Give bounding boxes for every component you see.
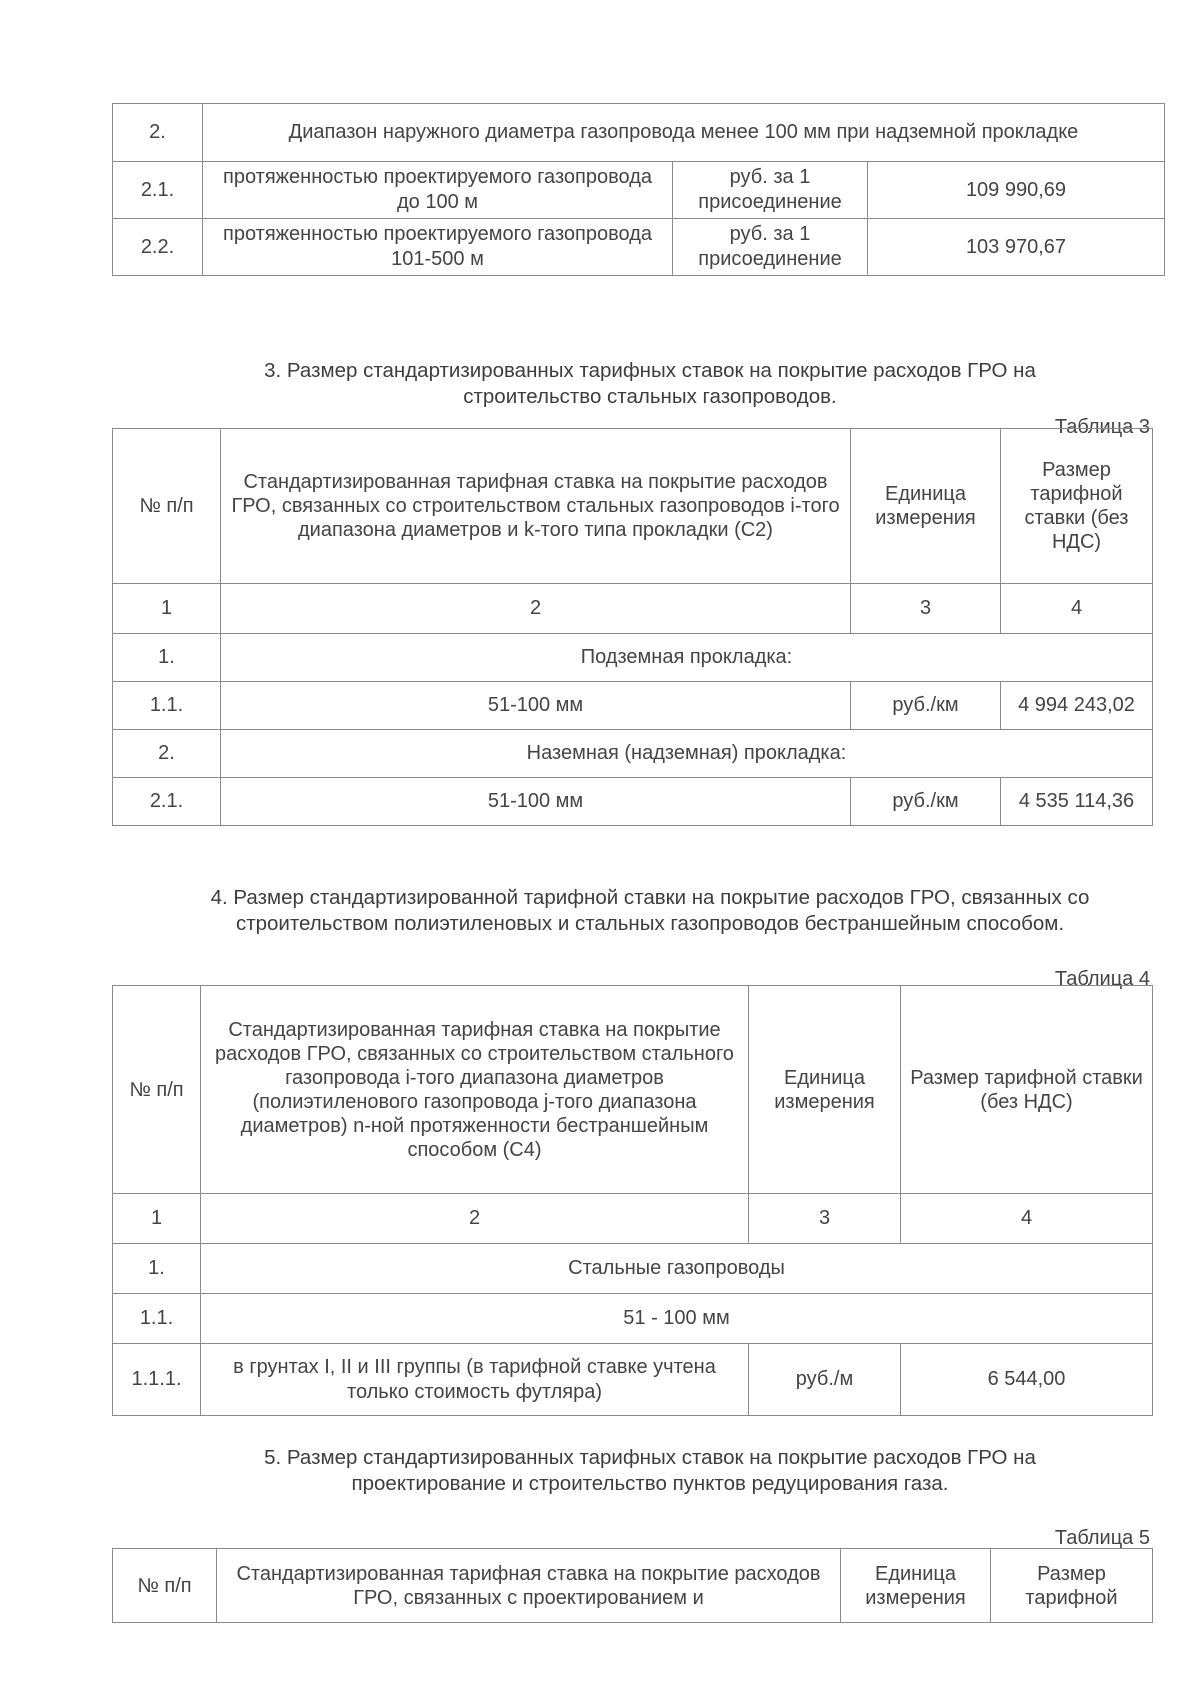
row-unit: руб./км	[851, 778, 1001, 826]
row-unit: руб. за 1 присоединение	[673, 162, 868, 219]
row-unit: руб. за 1 присоединение	[673, 219, 868, 276]
index-cell: 1	[113, 584, 221, 634]
row-description: в грунтах I, II и III группы (в тарифной ставке учтена только стоимость футляра)	[201, 1344, 749, 1416]
table-4	[112, 985, 1153, 1416]
section-4-heading: 4. Размер стандартизированной тарифной ставки на покрытие расходов ГРО, связанных со строительством полиэтиленовых и стальных газопроводов бестраншейным способом.	[210, 886, 1090, 935]
table-3	[112, 428, 1153, 826]
section-5-heading: 5. Размер стандартизированных тарифных ставок на покрытие расходов ГРО на проектирование и строительство пунктов редуцирования газа.	[264, 1446, 1036, 1495]
header-num: № п/п	[113, 986, 201, 1194]
section-row-title: 51 - 100 мм	[201, 1294, 1153, 1344]
row-number: 2.	[113, 104, 203, 162]
section-row-title: Диапазон наружного диаметра газопровода менее 100 мм при надземной прокладке	[203, 104, 1165, 162]
table-index-row	[113, 1194, 1153, 1244]
row-unit: руб./км	[851, 682, 1001, 730]
table-row	[113, 682, 1153, 730]
header-desc: Стандартизированная тарифная ставка на покрытие расходов ГРО, связанных со строительством стальных газопроводов i-того диапазона диаметров и k-того типа прокладки (С2)	[221, 429, 851, 584]
row-description: протяженностью проектируемого газопровода до 100 м	[203, 162, 673, 219]
header-desc: Стандартизированная тарифная ставка на покрытие расходов ГРО, связанных со строительством стального газопровода i-того диапазона диаметров (полиэтиленового газопровода j-того диапазона диаметров) n-ной протяженности бестраншейным способом (С4)	[201, 986, 749, 1194]
row-unit: руб./м	[749, 1344, 901, 1416]
table-row	[113, 778, 1153, 826]
header-size: Размер тарифной	[991, 1549, 1153, 1623]
index-cell: 3	[851, 584, 1001, 634]
header-size: Размер тарифной ставки (без НДС)	[901, 986, 1153, 1194]
row-description: 51-100 мм	[221, 778, 851, 826]
row-value: 6 544,00	[901, 1344, 1153, 1416]
row-value: 103 970,67	[868, 219, 1165, 276]
table-4-label: Таблица 4	[1054, 968, 1150, 990]
row-value: 109 990,69	[868, 162, 1165, 219]
header-size: Размер тарифной ставки (без НДС)	[1001, 429, 1153, 584]
table-5-label: Таблица 5	[1054, 1527, 1150, 1549]
table-row	[113, 219, 1165, 276]
index-cell: 4	[901, 1194, 1153, 1244]
row-number: 2.1.	[113, 778, 221, 826]
row-value: 4 535 114,36	[1001, 778, 1153, 826]
index-cell: 2	[201, 1194, 749, 1244]
header-num: № п/п	[113, 429, 221, 584]
table-index-row	[113, 584, 1153, 634]
row-number: 1.1.1.	[113, 1344, 201, 1416]
row-number: 2.1.	[113, 162, 203, 219]
table-2	[112, 103, 1165, 276]
header-unit: Единица измерения	[749, 986, 901, 1194]
row-description: протяженностью проектируемого газопровода 101-500 м	[203, 219, 673, 276]
section-3-heading: 3. Размер стандартизированных тарифных ставок на покрытие расходов ГРО на строительство стальных газопроводов.	[264, 359, 1036, 408]
table-row	[113, 162, 1165, 219]
index-cell: 4	[1001, 584, 1153, 634]
table-row	[113, 1344, 1153, 1416]
index-cell: 2	[221, 584, 851, 634]
row-number: 1.1.	[113, 682, 221, 730]
row-number: 2.	[113, 730, 221, 778]
header-unit: Единица измерения	[841, 1549, 991, 1623]
section-row-title: Подземная прокладка:	[221, 634, 1153, 682]
header-desc: Стандартизированная тарифная ставка на покрытие расходов ГРО, связанных с проектированием и	[217, 1549, 841, 1623]
index-cell: 3	[749, 1194, 901, 1244]
section-row-title: Стальные газопроводы	[201, 1244, 1153, 1294]
table-3-label: Таблица 3	[1054, 416, 1150, 438]
row-number: 1.	[113, 634, 221, 682]
table-row	[113, 1244, 1153, 1294]
table-row	[113, 730, 1153, 778]
row-number: 1.1.	[113, 1294, 201, 1344]
row-number: 2.2.	[113, 219, 203, 276]
section-row-title: Наземная (надземная) прокладка:	[221, 730, 1153, 778]
table-header-row	[113, 986, 1153, 1194]
table-header-row	[113, 1549, 1153, 1623]
row-value: 4 994 243,02	[1001, 682, 1153, 730]
row-description: 51-100 мм	[221, 682, 851, 730]
table-row	[113, 634, 1153, 682]
header-unit: Единица измерения	[851, 429, 1001, 584]
row-number: 1.	[113, 1244, 201, 1294]
table-row	[113, 1294, 1153, 1344]
table-header-row	[113, 429, 1153, 584]
table-row	[113, 104, 1165, 162]
header-num: № п/п	[113, 1549, 217, 1623]
index-cell: 1	[113, 1194, 201, 1244]
table-5	[112, 1548, 1153, 1623]
